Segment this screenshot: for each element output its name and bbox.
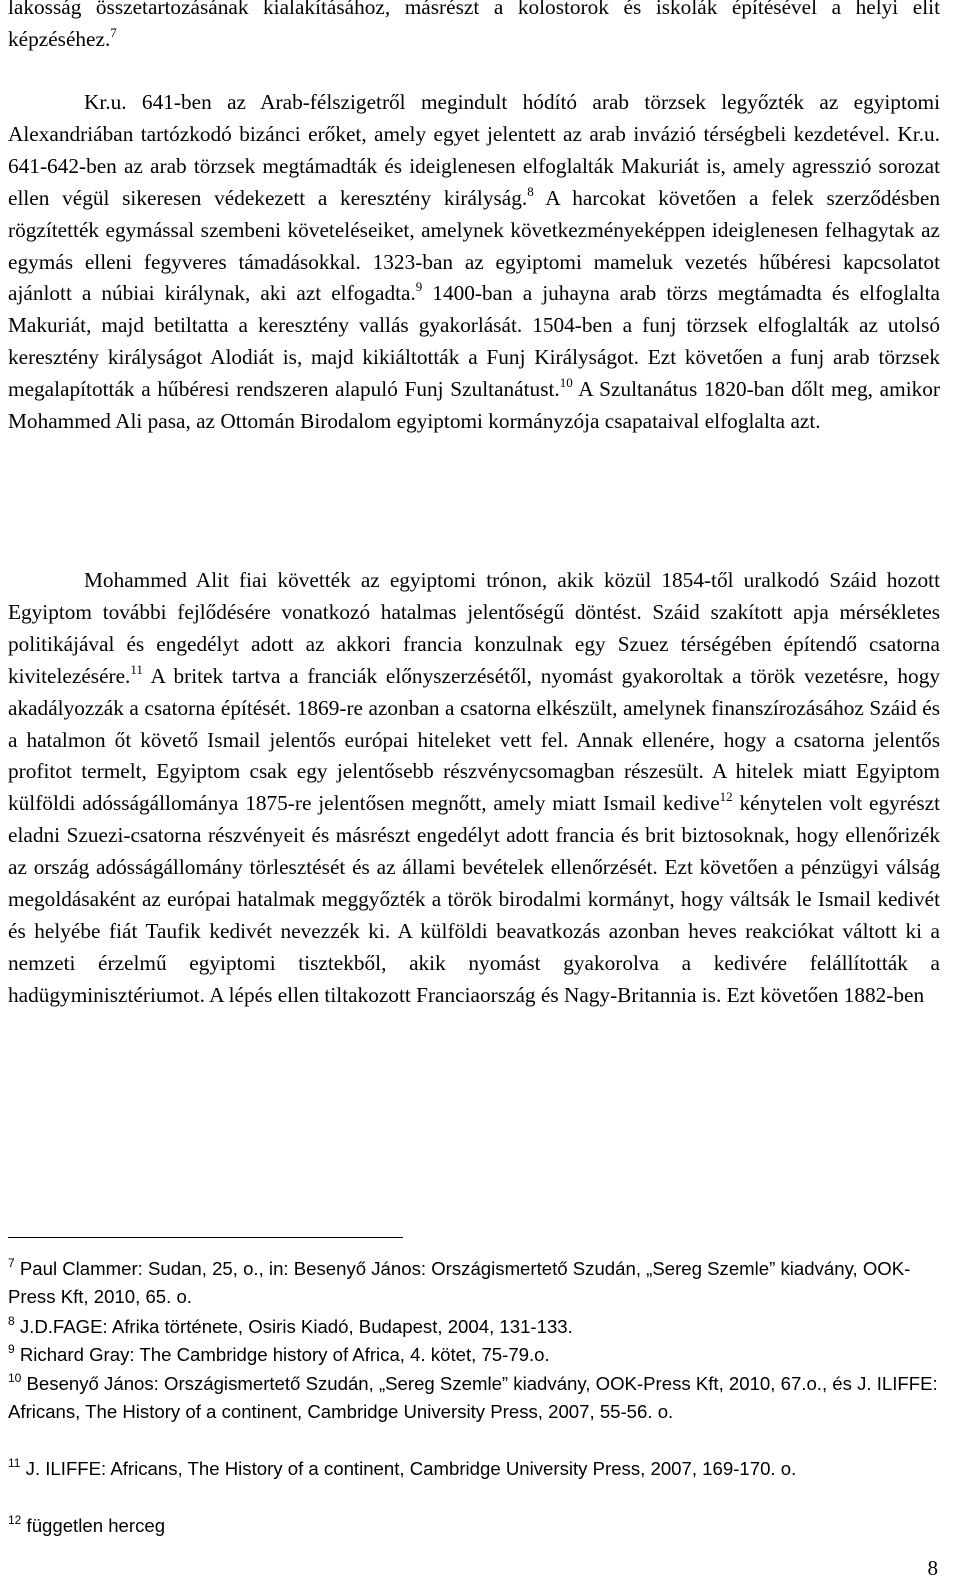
- footnote-12: [8, 1512, 940, 1540]
- footnote-number: 9: [8, 1342, 15, 1356]
- footnote-ref-12[interactable]: 12: [719, 789, 733, 805]
- footnote-text: J. ILIFFE: Africans, The History of a continent, Cambridge University Press, 2007, 169-170. o.: [25, 1458, 797, 1479]
- paragraph-2-text-a: Kr.u. 641-ben az Arab-félszigetről megindult hódító arab törzsek legyőzték az egyiptomi Alexandriában tartózkodó bizánci erőket, amely egyet jelentett az arab invázió térségbeli kezdetével. Kr.u. 641-642-ben az arab törzsek megtámadták és ideiglenesen elfoglalták Makuriát is, amely agresszió sorozat ellen végül sikeresen védekezett a keresztény királyság.: [8, 90, 940, 210]
- paragraph-2-text-d: A Szultanátus 1820-ban dőlt meg, amikor Mohammed Ali pasa, az Ottomán Birodalom egyiptomi kormányzója csapataival elfoglalta azt.: [8, 377, 941, 434]
- paragraph-1-text: lakosság összetartozásának kialakításához, másrészt a kolostorok és iskolák építésével a helyi elit képzéséhez.: [8, 0, 940, 51]
- footnote-ref-7[interactable]: 7: [110, 24, 117, 40]
- footnote-ref-10[interactable]: 10: [559, 375, 573, 391]
- footnote-number: 12: [8, 1513, 22, 1527]
- page-number: 8: [927, 1556, 938, 1580]
- paragraph-2: [8, 87, 940, 438]
- footnote-7: [8, 1255, 940, 1311]
- footnote-ref-9[interactable]: 9: [415, 279, 423, 295]
- footnote-9: [8, 1341, 940, 1369]
- paragraph-2-text-b: A harcokat követően a felek szerződésben rögzítették egymással szembeni követeléseiket, amelynek következményeképpen ideiglenesen felhagytak az egymás elleni fegyveres támadásokkal. 1323-ban az egyiptomi mameluk vezetés hűbéresi kapcsolatot ajánlott a núbiai királynak, aki azt elfogadta.: [8, 185, 940, 306]
- footnote-number: 11: [8, 1456, 21, 1470]
- paragraph-3-text-a: Mohammed Alit fiai követték az egyiptomi trónon, akik közül 1854-től uralkodó Száid hozott Egyiptom további fejlődésére vonatkozó hatalmas jelentőségű döntést. Száid szakított apja mérsékletes politikájával és engedélyt adott az akkori francia konzulnak egy Szuez térségében építendő csatorna kivitelezésére.: [8, 568, 940, 688]
- paragraph-1: [8, 0, 940, 56]
- footnote-number: 10: [8, 1371, 22, 1385]
- footnote-text: független herceg: [26, 1515, 166, 1536]
- footnote-11: [8, 1455, 940, 1483]
- paragraph-3-text-c: kénytelen volt egyrészt eladni Szuezi-csatorna részvényeit és másrészt engedélyt adott francia és brit biztosoknak, hogy ellenőrizék az ország adósságállomány törlesztését és az állami bevételek ellenőrzését. Ezt követően a pénzügyi válság megoldásaként az európai hatalmak meggyőzték a török birodalmi kormányt, hogy váltsák le Ismail kedivét és helyébe fiát Taufik kedivét nevezzék ki. A külföldi beavatkozás azonban heves reakciókat váltott ki a nemzeti érzelmű egyiptomi tisztekből, akik nyomást gyakorolva a kedivére felállították a hadügyminisztériumot. A lépés ellen tiltakozott Franciaország és Nagy-Britannia is. Ezt követően 1882-ben: [8, 791, 940, 1007]
- footnote-separator: [8, 1237, 403, 1238]
- footnote-ref-8[interactable]: 8: [527, 183, 534, 199]
- footnote-8: [8, 1313, 940, 1341]
- paragraph-3-text-b: A britek tartva a franciák előnyszerzésétől, nyomást gyakoroltak a török vezetésre, hogy akadályozzák a csatorna építését. 1869-re azonban a csatorna elkészült, amelynek finanszírozásához Száid és a hatalmon őt követő Ismail jelentős európai hiteleket vett fel. Annak ellenére, hogy a csatorna jelentős profitot termelt, Egyiptom csak egy jelentősebb részvénycsomagban részesült. A hitelek miatt Egyiptom külföldi adósságállománya 1875-re jelentősen megnőtt, amely miatt Ismail kedive: [8, 663, 940, 816]
- paragraph-3: [8, 565, 940, 1012]
- footnote-number: 8: [8, 1314, 15, 1328]
- footnote-text: Paul Clammer: Sudan, 25, o., in: Besenyő János: Országismertető Szudán, „Sereg Szemle” kiadvány, OOK-Press Kft, 2010, 65. o.: [8, 1258, 911, 1308]
- footnote-text: J.D.FAGE: Afrika története, Osiris Kiadó, Budapest, 2004, 131-133.: [19, 1316, 573, 1337]
- footnote-text: Richard Gray: The Cambridge history of Africa, 4. kötet, 75-79.o.: [19, 1344, 550, 1365]
- footnote-number: 7: [8, 1256, 15, 1270]
- paragraph-2-text-c: 1400-ban a juhayna arab törzs megtámadta és elfoglalta Makuriát, majd betiltatta a keresztény vallás gyakorlását. 1504-ben a funj törzsek elfoglalták az utolsó keresztény királyságot Alodiát is, majd kikiáltották a Funj Királyságot. Ezt követően a funj arab törzsek megalapították a hűbéresi rendszeren alapuló Funj Szultanátust.: [8, 281, 940, 402]
- footnote-10: [8, 1370, 940, 1426]
- footnote-text: Besenyő János: Országismertető Szudán, „Sereg Szemle” kiadvány, OOK-Press Kft, 2010, 67.o., és J. ILIFFE: Africans, The History of a continent, Cambridge University Press, 2007, 55-56. o.: [8, 1373, 938, 1423]
- footnote-ref-11[interactable]: 11: [130, 661, 143, 677]
